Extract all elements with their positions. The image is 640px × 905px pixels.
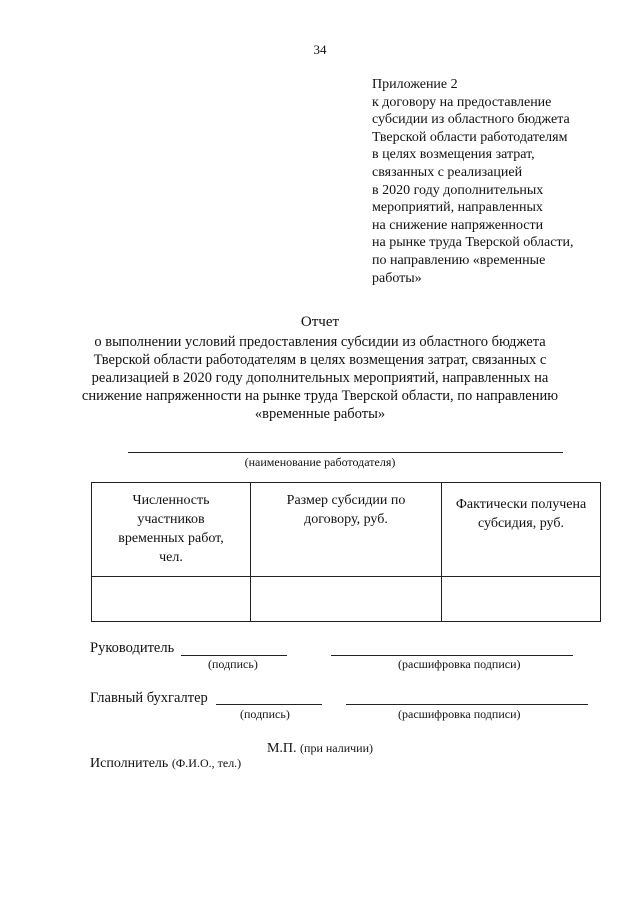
cell-participants[interactable] (92, 577, 251, 622)
subtitle-line: снижение напряженности на рынке труда Тверской области, по направлению (81, 388, 559, 404)
appendix-line: на рынке труда Тверской области, (372, 235, 574, 251)
head-label: Руководитель (90, 640, 175, 656)
appendix-line: мероприятий, направленных (372, 200, 543, 216)
executor-note: (Ф.И.О., тел.) (171, 756, 242, 770)
cell-subsidy-amount[interactable] (251, 577, 442, 622)
appendix-header (372, 76, 574, 287)
executor-line (90, 756, 241, 772)
appendix-line: в 2020 году дополнительных (372, 182, 544, 198)
accountant-decode-line[interactable] (346, 704, 588, 705)
report-subtitle (80, 333, 560, 423)
header-received-subsidy: Фактически получена субсидия, руб. (442, 483, 601, 577)
employer-name-line[interactable] (128, 452, 563, 453)
subtitle-line: реализацией в 2020 году дополнительных мероприятий, направленных на (91, 370, 549, 386)
accountant-signature-line[interactable] (216, 704, 322, 705)
table-header-row (92, 483, 601, 577)
report-title: Отчет (300, 314, 340, 330)
executor-label: Исполнитель (90, 756, 169, 771)
accountant-label: Главный бухгалтер (90, 690, 208, 706)
table-row (92, 577, 601, 622)
subtitle-line: Тверской области работодателям в целях возмещения затрат, связанных с (93, 352, 547, 368)
appendix-line: в целях возмещения затрат, (372, 147, 535, 163)
subsidy-table (91, 482, 601, 622)
accountant-signature-caption: (подпись) (240, 707, 290, 721)
head-decode-caption: (расшифровка подписи) (398, 657, 521, 671)
appendix-line: по направлению «временные (372, 252, 546, 268)
appendix-line: к договору на предоставление (372, 94, 552, 110)
subtitle-line: «временные работы» (254, 406, 386, 422)
appendix-line: связанных с реализацией (372, 164, 523, 180)
appendix-line: на снижение напряженности (372, 217, 544, 233)
appendix-line: Приложение 2 (372, 77, 458, 92)
header-participants: Численность участников временных работ, чел. (92, 483, 251, 577)
accountant-decode-caption: (расшифровка подписи) (398, 707, 521, 721)
stamp-line (0, 741, 640, 757)
page-number: 34 (313, 42, 327, 57)
stamp-note: (при наличии) (300, 741, 374, 755)
stamp-label: М.П. (266, 741, 297, 756)
header-subsidy-amount: Размер субсидии по договору, руб. (251, 483, 442, 577)
appendix-line: Тверской области работодателям (372, 129, 568, 145)
head-signature-line[interactable] (181, 655, 287, 656)
appendix-line: субсидии из областного бюджета (372, 112, 570, 128)
employer-name-caption: (наименование работодателя) (244, 455, 396, 469)
subtitle-line: о выполнении условий предоставления субсидии из областного бюджета (94, 334, 546, 350)
head-decode-line[interactable] (331, 655, 573, 656)
appendix-line: работы» (372, 270, 422, 286)
cell-received-subsidy[interactable] (442, 577, 601, 622)
head-signature-caption: (подпись) (208, 657, 258, 671)
